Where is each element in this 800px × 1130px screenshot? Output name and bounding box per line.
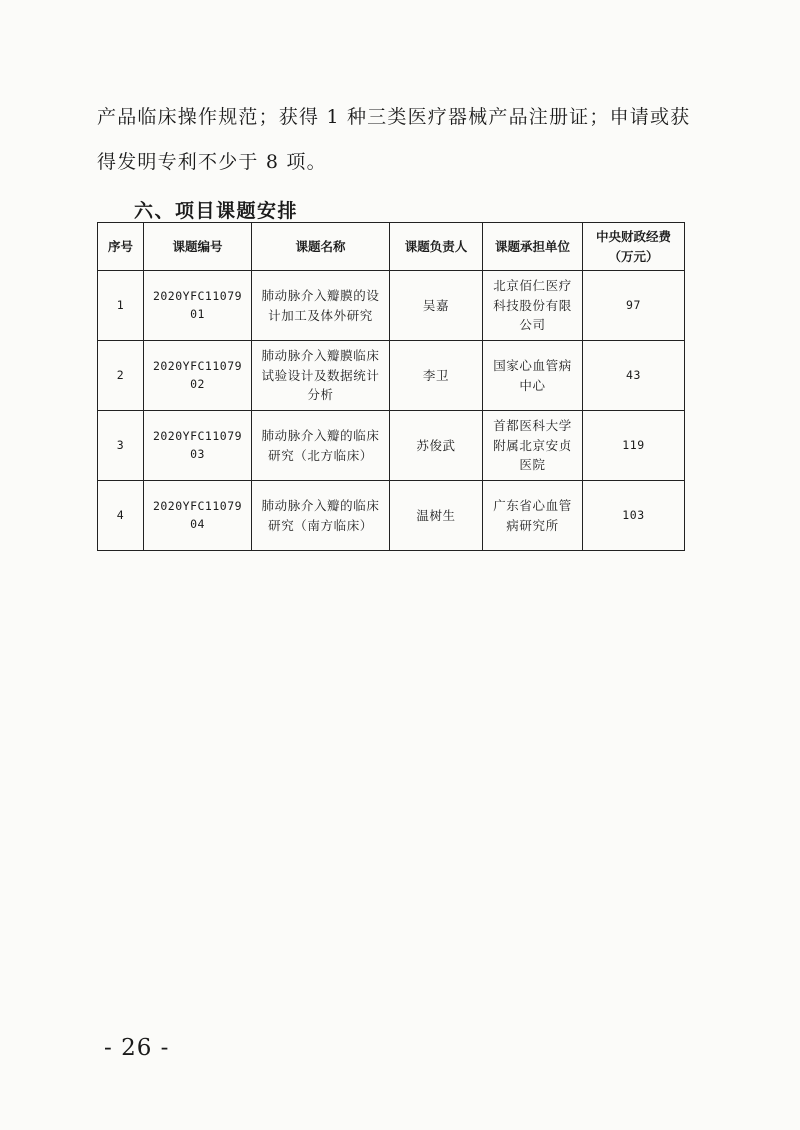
cell-unit: 国家心血管病中心 [483,341,583,411]
cell-code-line-2: 04 [190,516,205,531]
cell-code [144,481,252,551]
cell-unit: 北京佰仁医疗科技股份有限公司 [483,271,583,341]
cell-name: 肺动脉介入瓣膜的设计加工及体外研究 [252,271,390,341]
cell-index: 1 [98,271,144,341]
body-paragraph-line-2: 得发明专利不少于 8 项。 [97,151,327,173]
cell-leader: 吴嘉 [390,271,483,341]
cell-leader: 苏俊武 [390,411,483,481]
cell-code-line-1: 2020YFC11079 [152,358,243,373]
cell-funding: 97 [583,271,685,341]
cell-index: 3 [98,411,144,481]
header-code: 课题编号 [144,223,252,271]
header-index: 序号 [98,223,144,271]
cell-funding: 103 [583,481,685,551]
cell-name: 肺动脉介入瓣的临床研究（南方临床） [252,481,390,551]
header-name: 课题名称 [252,223,390,271]
header-funding-line-2: （万元） [608,248,659,264]
section-heading: 六、项目课题安排 [134,200,299,222]
cell-leader: 温树生 [390,481,483,551]
cell-name: 肺动脉介入瓣膜临床试验设计及数据统计分析 [252,341,390,411]
header-leader: 课题负责人 [390,223,483,271]
cell-code-line-1: 2020YFC11079 [152,428,243,443]
table-row [98,271,685,341]
cell-code-line-1: 2020YFC11079 [152,288,243,303]
cell-unit: 广东省心血管病研究所 [483,481,583,551]
header-funding [583,223,685,271]
cell-name: 肺动脉介入瓣的临床研究（北方临床） [252,411,390,481]
cell-funding: 119 [583,411,685,481]
table-row [98,341,685,411]
cell-index: 4 [98,481,144,551]
table-row [98,481,685,551]
cell-code-line-2: 01 [190,306,205,321]
table-row [98,411,685,481]
table-header-row [98,223,685,271]
cell-code-line-2: 03 [190,446,205,461]
cell-code [144,341,252,411]
project-task-table [97,222,685,551]
cell-unit: 首都医科大学附属北京安贞医院 [483,411,583,481]
cell-funding: 43 [583,341,685,411]
cell-code-line-2: 02 [190,376,205,391]
header-unit: 课题承担单位 [483,223,583,271]
cell-code-line-1: 2020YFC11079 [152,498,243,513]
header-funding-line-1: 中央财政经费 [595,229,671,245]
cell-index: 2 [98,341,144,411]
body-paragraph-line-1: 产品临床操作规范；获得 1 种三类医疗器械产品注册证；申请或获 [97,106,691,128]
page-number: - 26 - [104,1035,170,1061]
cell-code [144,411,252,481]
cell-leader: 李卫 [390,341,483,411]
cell-code [144,271,252,341]
